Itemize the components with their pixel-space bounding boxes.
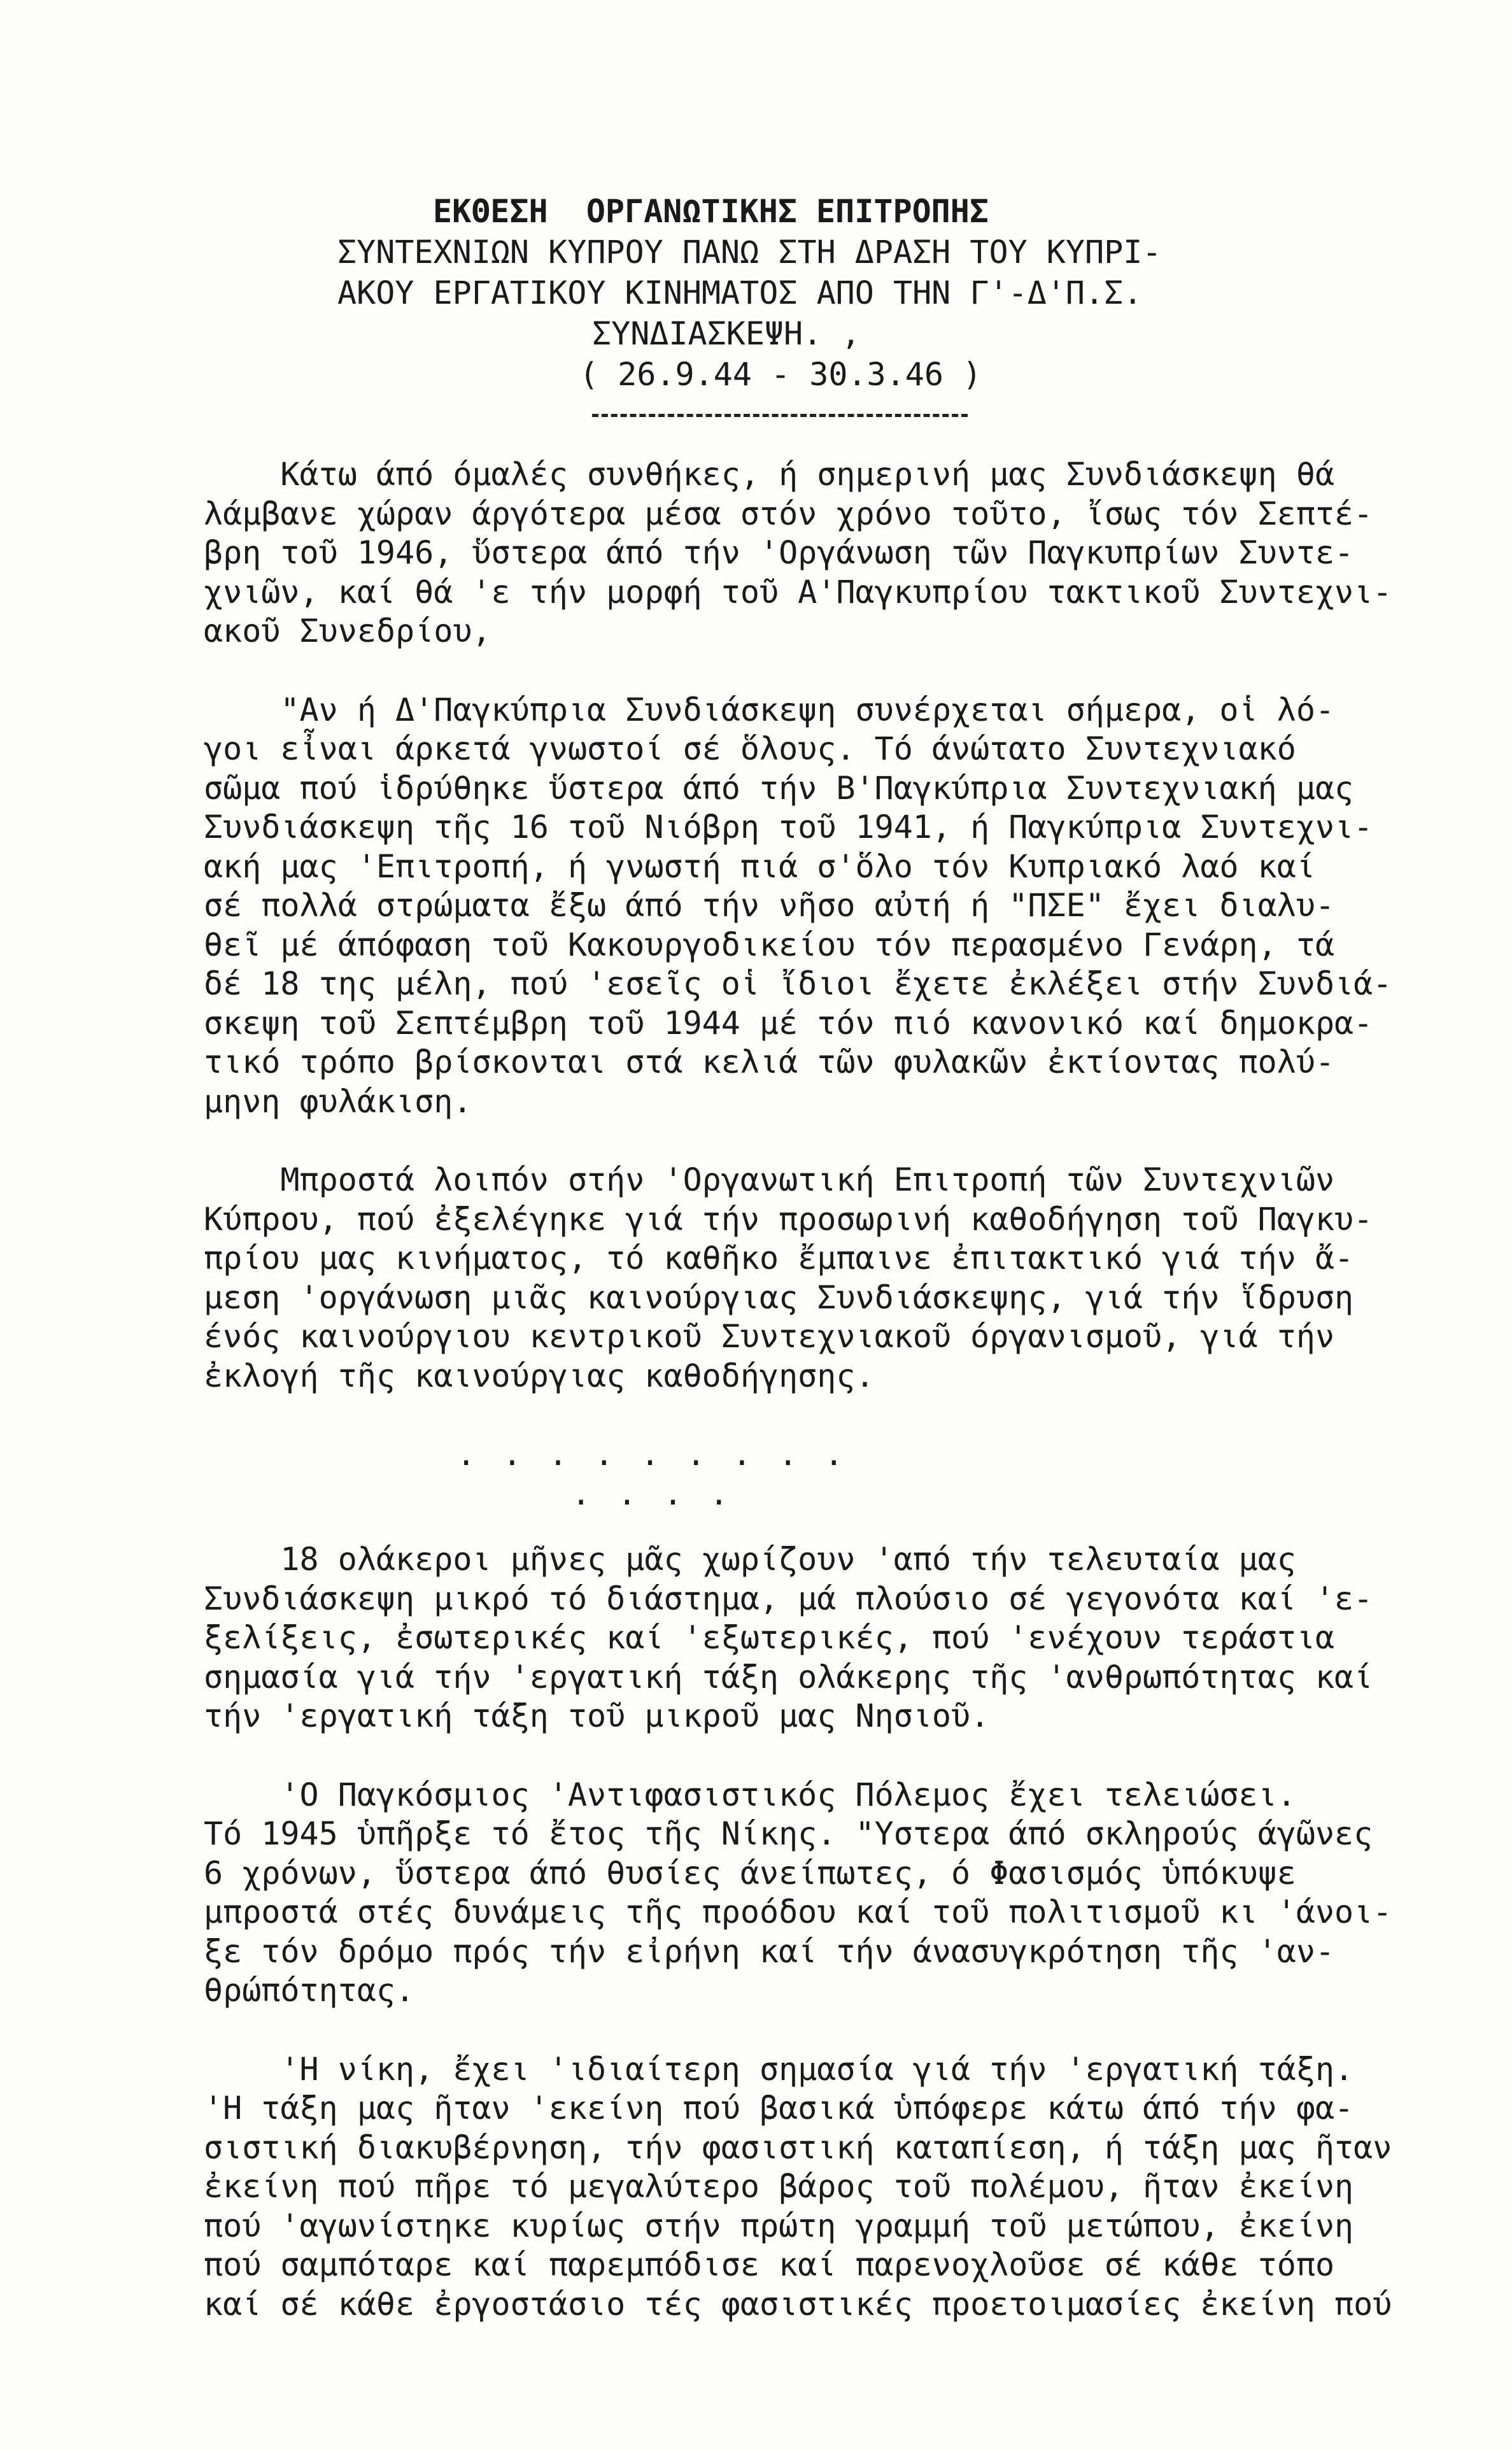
paragraph-5 <box>204 1776 1432 2011</box>
paragraph-line: δέ 18 της μέλη, πού 'εσεῖς οἱ ἴδιοι ἔχετε ἐκλέξει στήν Συνδιά- <box>204 965 1392 1002</box>
paragraph-line: ξελίξεις, ἐσωτερικές καί 'εξωτερικές, πού 'ενέχουν τεράστια <box>204 1619 1335 1656</box>
paragraph-1 <box>204 455 1432 651</box>
paragraph-line: ἐκείνη πού πῆρε τό μεγαλύτερο βάρος τοῦ πολέμου, ῆταν ἐκείνη <box>204 2168 1354 2205</box>
paragraph-line: πού σαμπόταρε καί παρεμπόδισε καί παρενοχλοῦσε σέ κάθε τόπο <box>204 2246 1335 2283</box>
paragraph-line: σῶμα πού ἱδρύθηκε ὕστερα άπό τήν Β'Παγκύπρια Συντεχνιακή μας <box>204 769 1354 807</box>
paragraph-4 <box>204 1540 1432 1736</box>
paragraph-line: τήν 'εργατική τάξη τοῦ μικροῦ μας Νησιοῦ. <box>204 1697 990 1734</box>
paragraph-line: ένός καινούργιου κεντρικοῦ Συντεχνιακοῦ όργανισμοῦ, γιά τήν <box>204 1318 1335 1355</box>
paragraph-line: Μπροστά λοιπόν στήν 'Οργανωτική Επιτροπή τῶν Συντεχνιῶν <box>204 1161 1335 1198</box>
paragraph-line: ἐκλογή τῆς καινούργιας καθοδήγησης. <box>204 1357 875 1394</box>
paragraph-line: θεῖ μέ άπόφαση τοῦ Κακουργοδικείου τόν περασμένο Γενάρη, τά <box>204 926 1335 963</box>
paragraph-line: σέ πολλά στρώματα ἔξω άπό τήν νῆσο αὐτή ή "ΠΣΕ" ἔχει διαλυ- <box>204 887 1335 924</box>
paragraph-line: μεση 'οργάνωση μιᾶς καινούργιας Συνδιάσκεψης, γιά τήν ἵδρυση <box>204 1278 1354 1316</box>
header-title-line-3: ΑΚΟΥ ΕΡΓΑΤΙΚΟΥ ΚΙΝΗΜΑΤΟΣ ΑΠΟ ΤΗΝ Γ'-Δ'Π.Σ. <box>337 274 1143 311</box>
header-underline <box>592 414 968 417</box>
paragraph-line: σκεψη τοῦ Σεπτέμβρη τοῦ 1944 μέ τόν πιό κανονικό καί δημοκρα- <box>204 1004 1373 1042</box>
paragraph-line: γοι εἶναι άρκετά γνωστοί σέ ὅλους. Τό άνώτατο Συντεχνιακό <box>204 730 1296 767</box>
paragraph-line: Συνδιάσκεψη μικρό τό διάστημα, μά πλούσιο σέ γεγονότα καί 'ε- <box>204 1580 1373 1617</box>
paragraph-line: 'Η νίκη, ἔχει 'ιδιαίτερη σημασία γιά τήν 'εργατική τάξη. <box>204 2050 1354 2088</box>
paragraph-line: χνιῶν, καί θά 'ε τήν μορφή τοῦ Α'Παγκυπρίου τακτικοῦ Συντεχνι- <box>204 573 1392 611</box>
paragraph-line: βρη τοῦ 1946, ὕστερα άπό τήν 'Οργάνωση τῶν Παγκυπρίων Συντε- <box>204 534 1354 571</box>
paragraph-line: Κάτω άπό όμαλές συνθήκες, ή σημερινή μας Συνδιάσκεψη θά <box>204 456 1335 493</box>
paragraph-line: Κύπρου, πού ἐξελέγηκε γιά τήν προσωρινή καθοδήγηση τοῦ Παγκυ- <box>204 1200 1373 1238</box>
header-title-line-1: ΕΚΘΕΣΗ ΟΡΓΑΝΩΤΙΚΗΣ ΕΠΙΤΡΟΠΗΣ <box>433 193 989 230</box>
paragraph-line: πού 'αγωνίστηκε κυρίως στήν πρώτη γραμμή τοῦ μετώπου, ἐκείνη <box>204 2207 1354 2244</box>
paragraph-line: Τό 1945 ὑπῆρξε τό ἔτος τῆς Νίκης. "Υστερα άπό σκληρούς άγῶνες <box>204 1815 1373 1852</box>
header-title-line-2: ΣΥΝΤΕΧΝΙΩΝ ΚΥΠΡΟΥ ΠΑΝΩ ΣΤΗ ΔΡΑΣΗ ΤΟΥ ΚΥΠΡΙ- <box>337 234 1162 271</box>
paragraph-2 <box>204 691 1432 1122</box>
paragraph-line: σημασία γιά τήν 'εργατική τάξη ολάκερης τῆς 'ανθρωπότητας καί <box>204 1658 1373 1696</box>
paragraph-line: 'Ο Παγκόσμιος 'Αντιφασιστικός Πόλεμος ἔχει τελειώσει. <box>204 1776 1296 1813</box>
document-header <box>337 191 1292 395</box>
paragraph-3 <box>204 1161 1432 1396</box>
paragraph-line: καί σέ κάθε ἐργοστάσιο τές φασιστικές προετοιμασίες ἐκείνη πού <box>204 2285 1392 2323</box>
section-separator-2: . . . . <box>204 1475 733 1512</box>
paragraph-line: 18 ολάκεροι μῆνες μᾶς χωρίζουν 'από τήν τελευταία μας <box>204 1541 1296 1578</box>
paragraph-line: λάμβανε χώραν άργότερα μέσα στόν χρόνο τοῦτο, ἴσως τόν Σεπτέ- <box>204 495 1373 532</box>
document-body <box>204 455 1432 2324</box>
paragraph-line: μηνη φυλάκιση. <box>204 1082 472 1120</box>
paragraph-line: θρώπότητας. <box>204 1972 415 2009</box>
header-date-range: ( 26.9.44 - 30.3.46 ) <box>579 356 982 393</box>
paragraph-6 <box>204 2050 1432 2325</box>
paragraph-line: ακοῦ Συνεδρίου, <box>204 612 491 649</box>
paragraph-line: "Αν ή Δ'Παγκύπρια Συνδιάσκεψη συνέρχεται σήμερα, οἱ λό- <box>204 691 1335 728</box>
header-title-line-4: ΣΥΝΔΙΑΣΚΕΨΗ. , <box>592 315 861 352</box>
paragraph-line: 6 χρόνων, ὕστερα άπό θυσίες άνείπωτες, ό Φασισμός ὑπόκυψε <box>204 1854 1296 1892</box>
paragraph-line: ακή μας 'Επιτροπή, ή γνωστή πιά σ'ὅλο τόν Κυπριακό λαό καί <box>204 847 1315 885</box>
paragraph-line: μπροστά στές δυνάμεις τῆς προόδου καί τοῦ πολιτισμοῦ κι 'άνοι- <box>204 1894 1392 1930</box>
paragraph-line: Συνδιάσκεψη τῆς 16 τοῦ Νιόβρη τοῦ 1941, ή Παγκύπρια Συντεχνι- <box>204 809 1373 846</box>
paragraph-line: ξε τόν δρόμο πρός τήν εἰρήνη καί τήν άνασυγκρότηση τῆς 'αν- <box>204 1932 1335 1970</box>
paragraph-line: τικό τρόπο βρίσκονται στά κελιά τῶν φυλακῶν ἐκτίοντας πολύ- <box>204 1044 1335 1080</box>
paragraph-line: σιστική διακυβέρνηση, τήν φασιστική καταπίεση, ή τάξη μας ῆταν <box>204 2128 1392 2166</box>
paragraph-line: πρίου μας κινήματος, τό καθῆκο ἔμπαινε ἐπιτακτικό γιά τήν ἄ- <box>204 1240 1354 1277</box>
section-separator-1: . . . . . . . . . <box>204 1436 847 1473</box>
paragraph-line: 'Η τάξη μας ῆταν 'εκείνη πού βασικά ὑπόφερε κάτω άπό τήν φα- <box>204 2090 1354 2127</box>
